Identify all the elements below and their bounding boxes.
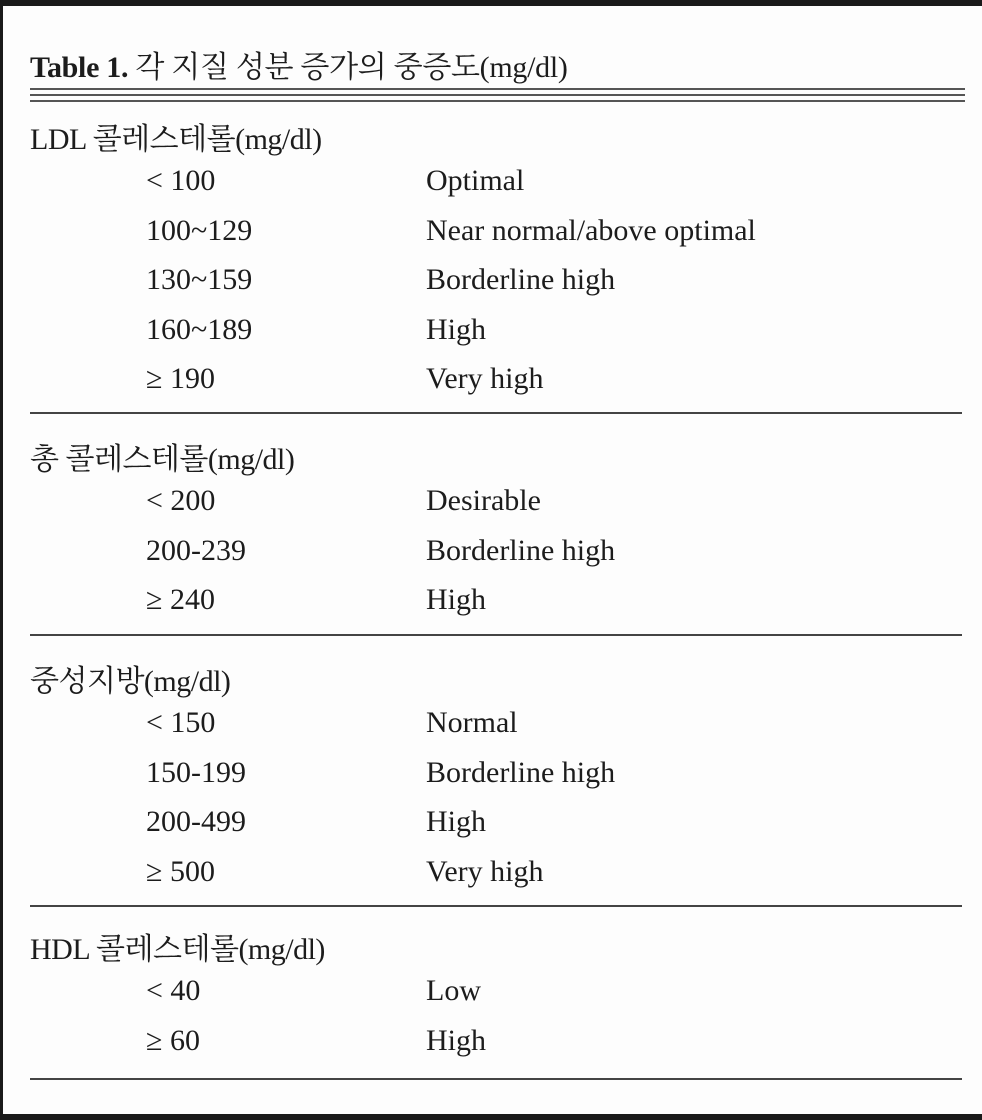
table-title — [30, 42, 568, 86]
range-value: ≥ 240 — [146, 583, 215, 616]
table-row — [3, 805, 982, 845]
header-rule — [30, 100, 965, 102]
category-label: Borderline high — [426, 533, 616, 567]
table-number: Table 1. — [30, 51, 129, 84]
table-row — [3, 855, 982, 895]
category-label: Very high — [426, 854, 544, 888]
category-label: Low — [426, 974, 481, 1007]
category-label: High — [426, 1023, 486, 1057]
section-header: LDL 콜레스테롤(mg/dl) — [30, 123, 322, 156]
category-label: Normal — [426, 706, 518, 739]
section-divider — [30, 905, 962, 907]
header-rule — [30, 88, 965, 90]
category-label: Very high — [426, 362, 544, 395]
section-divider — [30, 634, 962, 636]
range-value: < 200 — [146, 484, 216, 517]
range-value: 150-199 — [146, 755, 246, 789]
range-value: 200-499 — [146, 805, 246, 838]
category-label: Near normal/above optimal — [426, 213, 756, 247]
table-row — [3, 313, 982, 353]
range-value: ≥ 500 — [146, 854, 215, 888]
table-row — [3, 214, 982, 254]
category-label: High — [426, 805, 486, 838]
section-divider — [30, 412, 962, 414]
category-label: Optimal — [426, 164, 525, 197]
category-label: Desirable — [426, 484, 541, 517]
category-label: High — [426, 583, 486, 616]
table-row — [3, 974, 982, 1014]
range-value: 160~189 — [146, 312, 253, 346]
table-row — [3, 756, 982, 796]
section-divider — [30, 1078, 962, 1080]
range-value: ≥ 60 — [146, 1023, 200, 1057]
table-row — [3, 1024, 982, 1064]
section-header: HDL 콜레스테롤(mg/dl) — [30, 933, 325, 966]
range-value: ≥ 190 — [146, 362, 215, 395]
table-row — [3, 534, 982, 574]
range-value: 130~159 — [146, 263, 253, 296]
table-row — [3, 362, 982, 402]
section-header: 총 콜레스테롤(mg/dl) — [30, 443, 295, 476]
range-value: < 150 — [146, 706, 216, 739]
range-value: < 100 — [146, 164, 216, 197]
section-header: 중성지방(mg/dl) — [30, 665, 231, 698]
category-label: Borderline high — [426, 263, 616, 296]
table-row — [3, 263, 982, 303]
table-row — [3, 583, 982, 623]
range-value: < 40 — [146, 974, 201, 1007]
document-page — [3, 6, 982, 1114]
range-value: 200-239 — [146, 533, 246, 567]
table-row — [3, 484, 982, 524]
table-row — [3, 164, 982, 204]
table-row — [3, 706, 982, 746]
range-value: 100~129 — [146, 213, 253, 247]
category-label: Borderline high — [426, 755, 616, 789]
table-caption: 각 지질 성분 증가의 중증도(mg/dl) — [135, 51, 568, 84]
category-label: High — [426, 312, 486, 346]
header-rule — [30, 94, 965, 96]
